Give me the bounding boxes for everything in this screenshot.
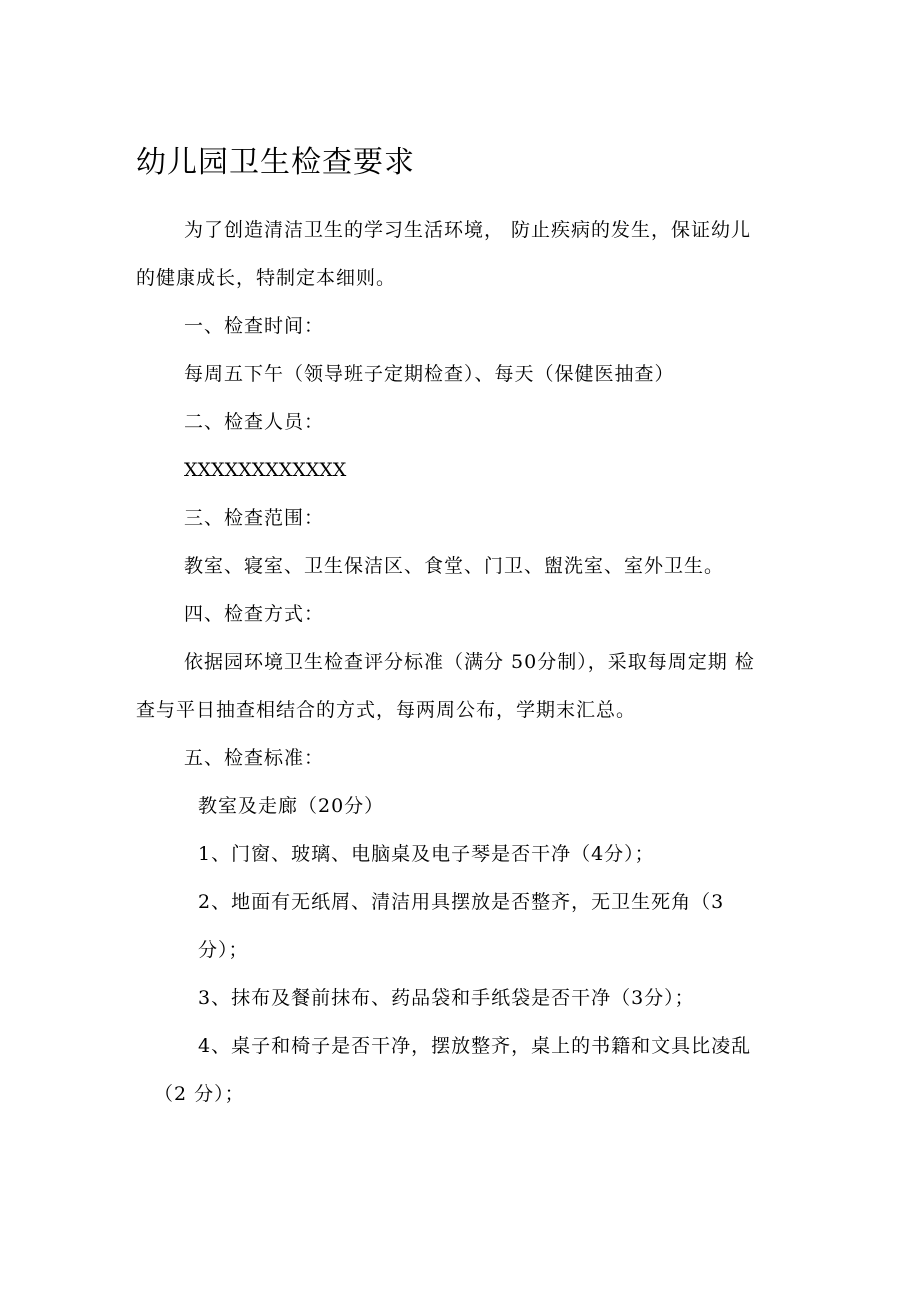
page-title: 幼儿园卫生检查要求 [136, 145, 415, 180]
standard-item-2-line-2: 分）； [198, 939, 249, 961]
standard-subheading: 教室及走廊（20分） [198, 795, 385, 817]
section-scope-content: 教室、寝室、卫生保洁区、食堂、门卫、盥洗室、室外卫生。 [184, 555, 725, 577]
section-standard-heading: 五、检查标准： [184, 747, 325, 769]
section-method-line-1: 依据园环境卫生检查评分标准（满分 50分制），采取每周定期 检 [184, 651, 755, 673]
standard-item-4-line-1: 4、桌子和椅子是否干净，摆放整齐，桌上的书籍和文具比凌乱 [198, 1035, 752, 1057]
standard-item-4-line-2: （2 分）； [154, 1083, 245, 1105]
standard-item-1: 1、门窗、玻璃、电脑桌及电子琴是否干净（4分）； [198, 843, 655, 865]
standard-item-3: 3、抹布及餐前抹布、药品袋和手纸袋是否干净（3分）； [198, 987, 695, 1009]
section-time-heading: 一、检查时间： [184, 315, 325, 337]
intro-line-1: 为了创造清洁卫生的学习生活环境， 防止疾病的发生，保证幼儿 [184, 219, 752, 241]
section-scope-heading: 三、检查范围： [184, 507, 325, 529]
section-method-heading: 四、检查方式： [184, 603, 325, 625]
standard-item-2-line-1: 2、地面有无纸屑、清洁用具摆放是否整齐，无卫生死角（3 [198, 891, 725, 913]
section-time-content: 每周五下午（领导班子定期检查）、每天（保健医抽查） [184, 363, 675, 385]
section-staff-heading: 二、检查人员： [184, 411, 325, 433]
intro-line-2: 的健康成长，特制定本细则。 [136, 267, 397, 289]
section-staff-content: XXXXXXXXXXXX [184, 459, 347, 481]
section-method-line-2: 查与平日抽查相结合的方式，每两周公布，学期末汇总。 [136, 699, 637, 721]
